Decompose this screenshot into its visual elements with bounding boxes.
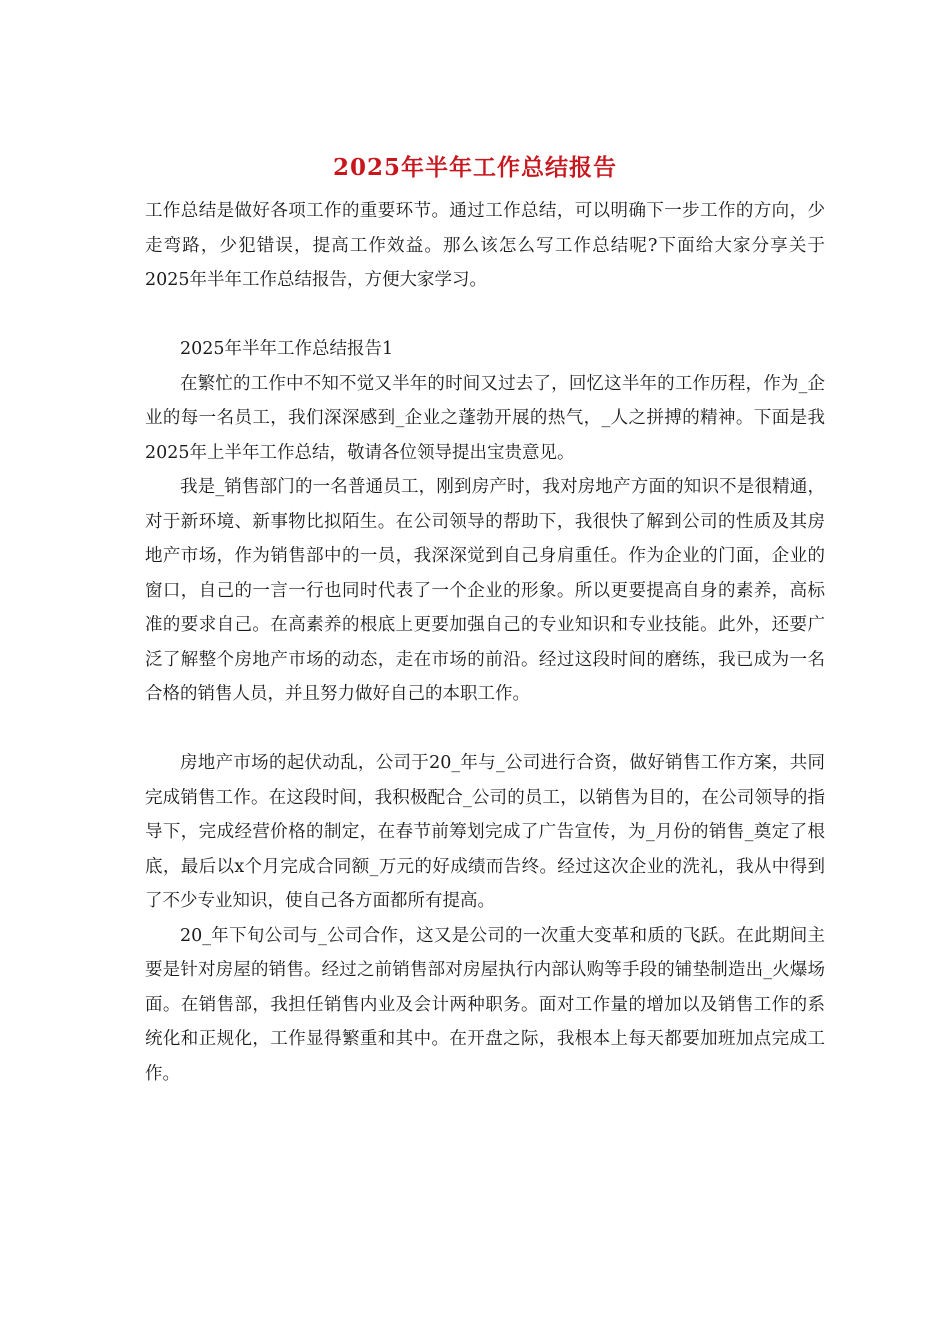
paragraph-gap: [145, 298, 825, 333]
document-body: [145, 194, 825, 1091]
body-paragraph-1: 在繁忙的工作中不知不觉又半年的时间又过去了，回忆这半年的工作历程，作为_企业的每一名员工，我们深深感到_企业之蓬勃开展的热气，_人之拼搏的精神。下面是我2025年上半年工作总结，敬请各位领导提出宝贵意见。: [145, 373, 825, 463]
intro-paragraph: 工作总结是做好各项工作的重要环节。通过工作总结，可以明确下一步工作的方向，少走弯路，少犯错误，提高工作效益。那么该怎么写工作总结呢?下面给大家分享关于2025年半年工作总结报告，方便大家学习。: [145, 201, 825, 290]
section-heading: 2025年半年工作总结报告1: [180, 339, 394, 359]
body-paragraph-2: 我是_销售部门的一名普通员工，刚到房产时，我对房地产方面的知识不是很精通，对于新环境、新事物比拟陌生。在公司领导的帮助下，我很快了解到公司的性质及其房地产市场，作为销售部中的一员，我深深觉到自己身肩重任。作为企业的门面，企业的窗口，自己的一言一行也同时代表了一个企业的形象。所以更要提高自身的素养，高标准的要求自己。在高素养的根底上更要加强自己的专业知识和专业技能。此外，还要广泛了解整个房地产市场的动态，走在市场的前沿。经过这段时间的磨练，我已成为一名合格的销售人员，并且努力做好自己的本职工作。: [145, 477, 825, 704]
document-title: 2025年半年工作总结报告: [332, 154, 617, 181]
paragraph-gap: [145, 712, 825, 747]
body-paragraph-4: 20_年下旬公司与_公司合作，这又是公司的一次重大变革和质的飞跃。在此期间主要是针对房屋的销售。经过之前销售部对房屋执行内部认购等手段的铺垫制造出_火爆场面。在销售部，我担任销售内业及会计两种职务。面对工作量的增加以及销售工作的系统化和正规化，工作显得繁重和其中。在开盘之际，我根本上每天都要加班加点完成工作。: [145, 925, 825, 1084]
body-paragraph-3: 房地产市场的起伏动乱，公司于20_年与_公司进行合资，做好销售工作方案，共同完成销售工作。在这段时间，我积极配合_公司的员工，以销售为目的，在公司领导的指导下，完成经营价格的制定，在春节前筹划完成了广告宣传，为_月份的销售_奠定了根底，最后以x个月完成合同额_万元的好成绩而告终。经过这次企业的洗礼，我从中得到了不少专业知识，使自己各方面都所有提高。: [145, 753, 825, 911]
